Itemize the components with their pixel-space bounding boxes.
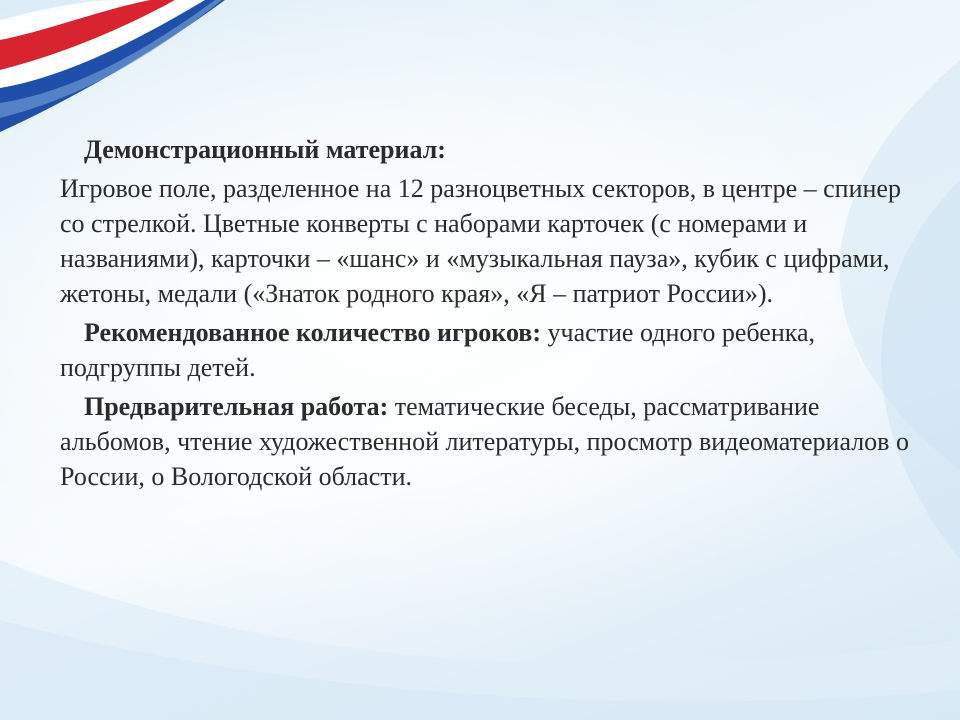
demo-material-heading: Демонстрационный материал: [84,135,446,164]
players-heading: Рекомендованное количество игроков: [84,318,541,347]
players-text: участие одного ребенка, подгруппы детей. [60,318,816,382]
flag-ribbon-icon [0,0,225,132]
prep-work-block [60,389,910,494]
players-block [60,315,910,385]
demo-material-block [60,132,910,167]
slide-body [60,132,910,494]
prep-work-heading: Предварительная работа: [84,392,389,421]
demo-material-text: Игровое поле, разделенное на 12 разноцветных секторов, в центре – спинер со стрелкой. Цветные конверты с наборами карточек (с номерами и названиями), карточки – «шанс» и «музыкальная пауза», кубик с цифрами, жетоны, медали («Знаток родного края», «Я – патриот России»). [60,174,901,308]
prep-work-text: тематические беседы, рассматривание альбомов, чтение художественной литературы, просмотр видеоматериалов о России, о Вологодской области. [60,392,909,491]
